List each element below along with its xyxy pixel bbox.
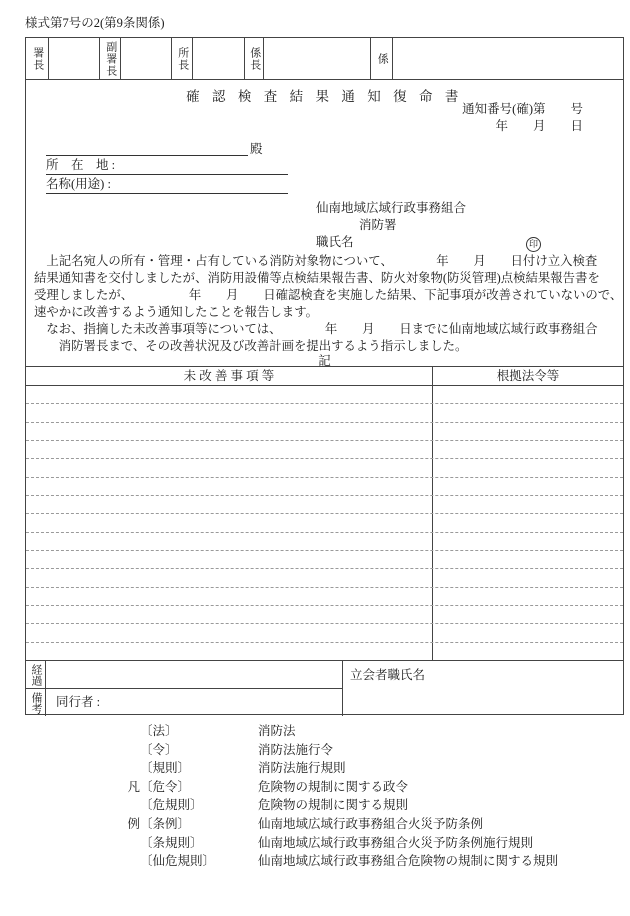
items-empty-row [26,532,623,550]
items-table-header [26,366,623,386]
items-empty-cell-legal-basis [433,588,623,605]
legend-desc: 消防法施行令 [258,742,334,757]
items-empty-cell-legal-basis [433,496,623,513]
legend-desc: 仙南地域広域行政事務組合危険物の規制に関する規則 [258,854,559,869]
approval-label-director: 所長 [172,38,193,79]
items-table-body [26,386,623,660]
items-header-legal-basis: 根拠法令等 [496,369,560,383]
document-upper-area [26,80,623,366]
items-empty-row [26,458,623,476]
sender-block [316,200,616,251]
witness-name-cell: 立会者職氏名 [350,668,426,682]
items-empty-cell-legal-basis [433,386,623,403]
items-empty-row [26,568,623,586]
addressee-honorific: 殿 [250,142,263,156]
date-blank-line: 年 月 日 [495,119,583,133]
items-empty-row [26,403,623,421]
body-line: 結果通知書を交付しましたが、消防用設備等点検結果報告書、防火対象物(防災管理)点検結果報告書を [34,271,600,285]
items-empty-row [26,422,623,440]
items-header-unresolved: 未 改 善 事 項 等 [26,367,433,385]
legend-marker [0,834,140,853]
approval-label-staff: 係 [371,38,393,79]
bottom-section [26,660,623,716]
form-code: 様式第7号の2(第9条関係) [25,16,165,30]
sender-position-name: 職氏名 [316,235,354,249]
items-empty-cell-legal-basis [433,404,623,421]
items-empty-row [26,440,623,458]
items-empty-cell-unresolved [26,533,433,550]
legend-row [0,815,630,834]
document-title: 確 認 検 査 結 果 通 知 復 命 書 [186,89,463,104]
legend-heading-second: 例 [127,816,140,831]
items-empty-row [26,477,623,495]
legend-desc: 消防法施行規則 [258,761,346,776]
legend-row [0,759,630,778]
legend-row [0,834,630,853]
items-empty-cell-legal-basis [433,478,623,495]
notification-number-line: 通知番号(確)第 号 [462,102,583,116]
legend-term: 〔条例〕 [140,816,191,831]
items-empty-row [26,513,623,531]
items-empty-row [26,587,623,605]
items-empty-cell-unresolved [26,643,433,660]
legend-term: 〔危令〕 [140,779,191,794]
items-empty-cell-unresolved [26,551,433,568]
approval-label-deputy-chief: 副署長 [100,38,121,79]
name-usage-field: 名称(用途) : [46,175,288,194]
approval-stamp-box-director [193,38,245,79]
items-empty-row [26,550,623,568]
location-field: 所 在 地 : [46,156,288,175]
legend-desc: 仙南地域広域行政事務組合火災予防条例 [258,816,484,831]
items-empty-row [26,642,623,660]
items-empty-cell-unresolved [26,423,433,440]
remarks-label: 備考 [26,689,46,716]
legend-marker [0,722,140,741]
approval-stamp-table [25,37,624,80]
seal-icon: 印 [526,237,541,252]
items-empty-cell-legal-basis [433,514,623,531]
remarks-companion-cell: 同行者 : [46,689,343,716]
legend-term: 〔法〕 [140,724,178,738]
items-empty-cell-legal-basis [433,533,623,550]
legend-marker [0,741,140,760]
record-mark: 記 [318,354,331,366]
sender-office: 消防署 [359,218,397,232]
items-empty-cell-unresolved [26,441,433,458]
items-empty-row [26,386,623,403]
body-line: 消防署長まで、その改善状況及び改善計画を提出するよう指示しました。 [34,339,468,353]
approval-stamp-box-chief [49,38,100,79]
items-empty-cell-unresolved [26,496,433,513]
legend-heading-first: 凡 [127,779,140,794]
items-empty-row [26,495,623,513]
items-empty-cell-unresolved [26,514,433,531]
items-empty-cell-unresolved [26,569,433,586]
addressee-line [46,138,623,156]
items-empty-cell-legal-basis [433,606,623,623]
body-paragraph [34,253,623,355]
items-empty-cell-legal-basis [433,423,623,440]
body-line: 上記名宛人の所有・管理・占有している消防対象物について、 年 月 日付け立入検査 [34,254,598,268]
legend-term: 〔仙危規則〕 [140,854,216,869]
approval-stamp-box-section-chief [264,38,371,79]
items-empty-cell-legal-basis [433,624,623,641]
items-empty-cell-unresolved [26,588,433,605]
items-empty-cell-unresolved [26,459,433,476]
items-empty-cell-unresolved [26,606,433,623]
legend-desc: 危険物の規制に関する政令 [258,779,409,794]
legend-row [0,796,630,815]
progress-content-cell [46,661,343,689]
addressee-blank-field [46,139,248,156]
items-empty-row [26,623,623,641]
legend-marker [0,759,140,778]
body-line: 速やかに改善するよう通知したことを報告します。 [34,305,318,319]
items-empty-cell-unresolved [26,404,433,421]
legend-desc: 危険物の規制に関する規則 [258,798,409,813]
sender-organization: 仙南地域広域行政事務組合 [316,201,467,215]
legend-row [0,852,630,871]
legend-row [0,778,630,797]
legend-term: 〔危規則〕 [140,798,203,813]
items-empty-cell-legal-basis [433,569,623,586]
approval-label-section-chief: 係長 [245,38,264,79]
legend-term: 〔条規則〕 [140,835,203,850]
progress-label: 経過 [26,661,46,689]
items-empty-cell-unresolved [26,624,433,641]
items-empty-cell-legal-basis [433,551,623,568]
legend-row [0,722,630,741]
items-empty-cell-legal-basis [433,441,623,458]
items-empty-cell-unresolved [26,478,433,495]
legend-marker [0,852,140,871]
legend-block [0,722,630,871]
body-line: なお、指摘した未改善事項等については、 年 月 日までに仙南地域広域行政事務組合 [34,322,598,336]
document-body-frame [25,79,624,715]
items-empty-cell-legal-basis [433,643,623,660]
legend-desc: 消防法 [258,724,296,738]
approval-stamp-box-deputy-chief [121,38,172,79]
legend-term: 〔規則〕 [140,761,191,776]
body-line: 受理しましたが、 年 月 日確認検査を実施した結果、下記事項が改善されていないので、 [34,288,623,302]
items-empty-cell-legal-basis [433,459,623,476]
legend-desc: 仙南地域広域行政事務組合火災予防条例施行規則 [258,835,534,850]
legend-term: 〔令〕 [140,742,178,757]
approval-stamp-box-staff [393,38,623,79]
approval-label-chief: 署長 [26,38,49,79]
items-empty-row [26,605,623,623]
items-empty-cell-unresolved [26,386,433,403]
legend-marker [0,796,140,815]
legend-row [0,741,630,760]
